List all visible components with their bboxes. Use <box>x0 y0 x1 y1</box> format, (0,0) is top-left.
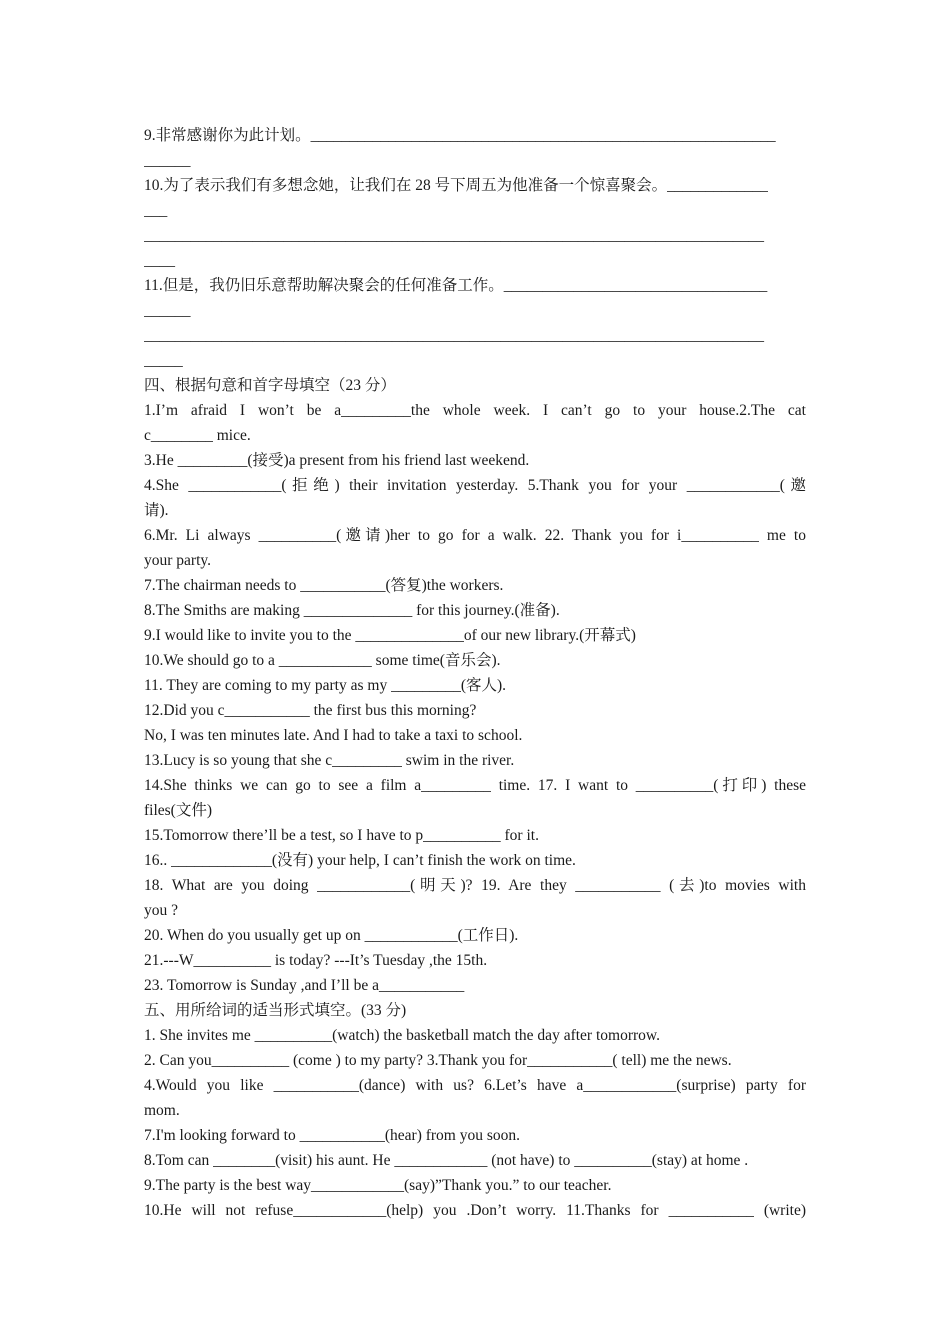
section-four-item: 10.We should go to a ____________ some time(音乐会). <box>144 652 501 669</box>
section-four-item: 8.The Smiths are making ______________ for this journey.(准备). <box>144 602 560 619</box>
section-four-item: 23. Tomorrow is Sunday ,and I’ll be a___________ <box>144 977 465 994</box>
section-five-heading: 五、用所给词的适当形式填空。(33 分) <box>144 1002 407 1019</box>
section-four-item: 4.She ____________(拒绝) their invitation yesterday. 5.Thank you for your ____________(邀 <box>144 477 806 494</box>
section-four-item: you ? <box>144 902 179 919</box>
answer-blank-continuation: _____ <box>144 352 183 369</box>
worksheet-page <box>144 123 806 1223</box>
section-five-item: 8.Tom can ________(visit) his aunt. He ____________ (not have) to __________(stay) at home . <box>144 1152 749 1169</box>
question-9-chinese: 9.非常感谢你为此计划。____________________________________________________________ <box>144 127 776 144</box>
section-five-item: 2. Can you__________ (come ) to my party? 3.Thank you for___________( tell) me the news. <box>144 1052 732 1069</box>
section-five-item: 9.The party is the best way____________(say)”Thank you.” to our teacher. <box>144 1177 612 1194</box>
answer-blank-line: ________________________________________________________________________________ <box>144 327 764 344</box>
section-four-item: 6.Mr. Li always __________(邀请)her to go for a walk. 22. Thank you for i__________ me to <box>144 527 806 544</box>
section-four-item: 18. What are you doing ____________(明天)? 19. Are they ___________ (去)to movies with <box>144 877 806 894</box>
section-four-item: 13.Lucy is so young that she c_________ swim in the river. <box>144 752 515 769</box>
section-four-item: files(文件) <box>144 802 213 819</box>
answer-blank-continuation: ____ <box>144 252 175 269</box>
section-four-item: 请). <box>144 502 169 519</box>
section-four-item: 14.She thinks we can go to see a film a_________ time. 17. I want to __________(打印) these <box>144 777 806 794</box>
section-four-item: your party. <box>144 552 212 569</box>
section-four-item: 12.Did you c___________ the first bus this morning? <box>144 702 477 719</box>
question-10-chinese: 10.为了表示我们有多想念她，让我们在 28 号下周五为他准备一个惊喜聚会。_____________ <box>144 177 768 194</box>
section-five-item: 1. She invites me __________(watch) the basketball match the day after tomorrow. <box>144 1027 660 1044</box>
section-five-item: mom. <box>144 1102 180 1119</box>
answer-blank-continuation: ______ <box>144 152 191 169</box>
question-11-chinese: 11.但是，我仍旧乐意帮助解决聚会的任何准备工作。__________________________________ <box>144 277 768 294</box>
section-four-item: 9.I would like to invite you to the ______________of our new library.(开幕式) <box>144 627 636 644</box>
section-four-item: No, I was ten minutes late. And I had to take a taxi to school. <box>144 727 523 744</box>
section-four-item: 16.. _____________(没有) your help, I can’t finish the work on time. <box>144 852 576 869</box>
section-four-item: 7.The chairman needs to ___________(答复)the workers. <box>144 577 504 594</box>
answer-blank-line: ________________________________________________________________________________ <box>144 227 764 244</box>
section-four-item: 21.---W__________ is today? ---It’s Tuesday ,the 15th. <box>144 952 488 969</box>
section-four-item: 11. They are coming to my party as my _________(客人). <box>144 677 507 694</box>
answer-blank-continuation: ______ <box>144 302 191 319</box>
section-five-item: 4.Would you like ___________(dance) with us? 6.Let’s have a____________(surprise) party for <box>144 1077 806 1094</box>
section-five-item: 10.He will not refuse____________(help) you .Don’t worry. 11.Thanks for ___________ (write) <box>144 1202 806 1219</box>
section-four-item: 3.He _________(接受)a present from his friend last weekend. <box>144 452 530 469</box>
section-four-item: 1.I’m afraid I won’t be a_________the whole week. I can’t go to your house.2.The cat <box>144 402 806 419</box>
answer-blank-continuation: ___ <box>144 202 168 219</box>
section-five-item: 7.I'm looking forward to ___________(hear) from you soon. <box>144 1127 521 1144</box>
section-four-heading: 四、根据句意和首字母填空（23 分） <box>144 377 396 394</box>
section-four-item: 20. When do you usually get up on ____________(工作日). <box>144 927 519 944</box>
section-four-item: c________ mice. <box>144 427 251 444</box>
section-four-item: 15.Tomorrow there’ll be a test, so I have to p__________ for it. <box>144 827 539 844</box>
